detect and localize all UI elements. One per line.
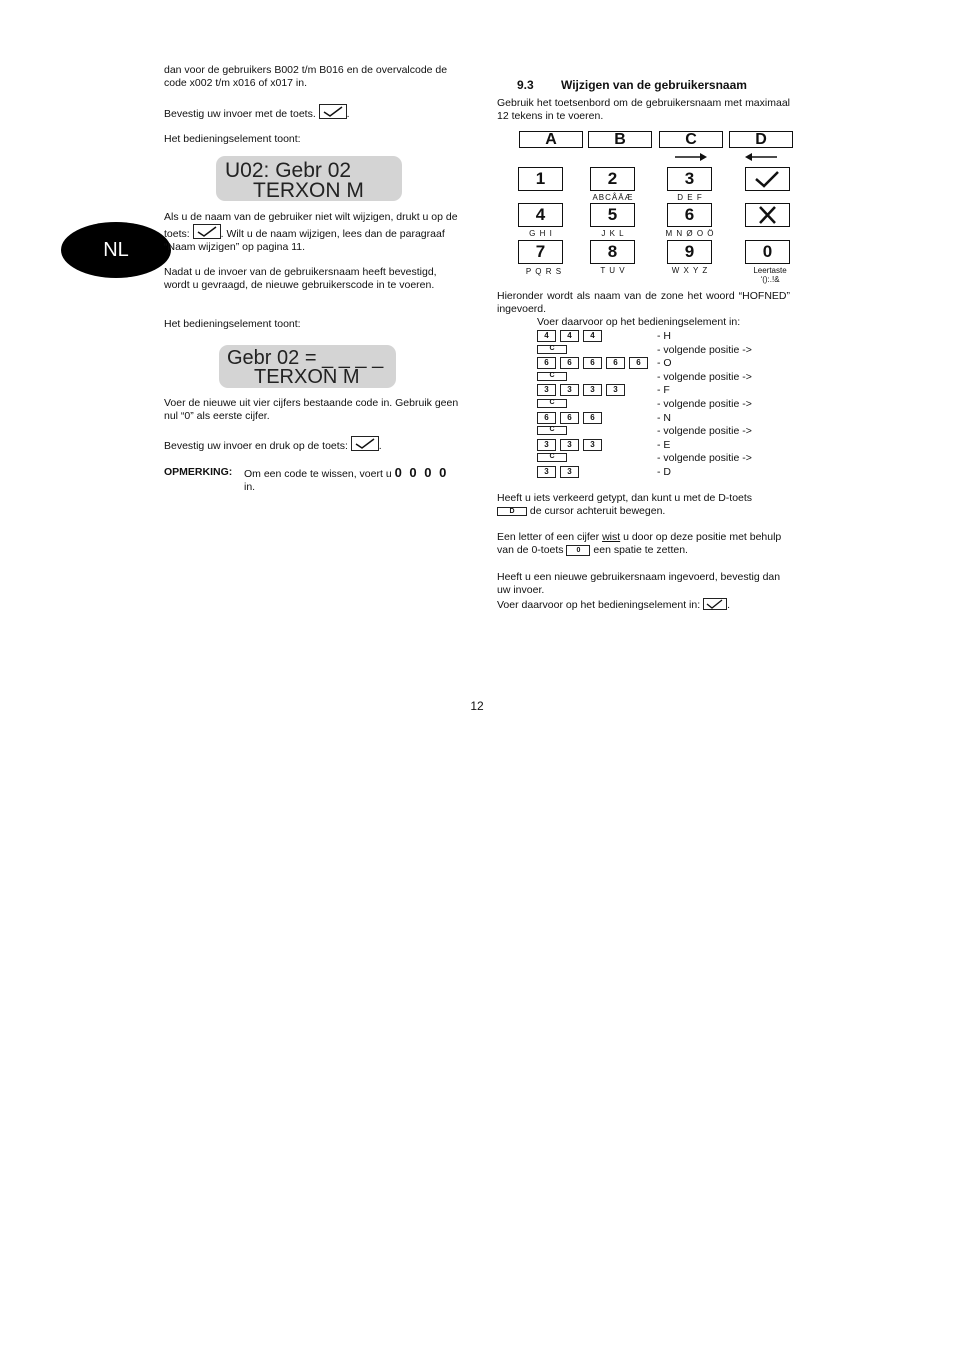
sequence-description: - D (657, 466, 671, 478)
keep-name-text: Als u de naam van de gebruiker niet wilt wijzigen, drukt u op de toets: (164, 211, 458, 240)
key-d: D (729, 131, 793, 148)
key-0-symbols: ‘():.!& (760, 275, 780, 284)
confirm-name-text: Voer daarvoor op het bedieningselement in: (497, 599, 701, 611)
sequence-description: - volgende positie -> (657, 370, 752, 383)
paragraph-confirm-name-2: Voer daarvoor op het bedieningselement in: . (497, 599, 730, 611)
language-badge: NL (61, 222, 171, 278)
confirm-text: Bevestig uw invoer en druk op de toets: (164, 440, 348, 452)
lcd-line-1: Gebr 02 = _ _ _ _ (227, 347, 384, 369)
paragraph-confirm-1: Bevestig uw invoer met de toets. . (164, 104, 460, 121)
key-check (745, 167, 790, 191)
key-3-letters: D E F (677, 193, 703, 202)
paragraph-display-shows-1: Het bedieningselement toont: (164, 133, 301, 145)
sequence-description: - F (657, 384, 670, 397)
key-7: 7 (518, 240, 563, 264)
lcd-line-2: TERXON M (254, 366, 360, 388)
key-6-letters: M N Ø O Ö (665, 229, 715, 238)
sequence-key: 6 (560, 357, 579, 369)
paragraph-intro: Gebruik het toetsenbord om de gebruikersnaam met maximaal 12 tekens in te voeren. (497, 97, 790, 122)
lcd-display-1 (216, 156, 402, 201)
confirm-text: Bevestig uw invoer met de toets. (164, 108, 316, 120)
paragraph-confirm-name: Heeft u een nieuwe gebruikersnaam ingevoerd, bevestig dan uw invoer. (497, 571, 781, 596)
section-title: Wijzigen van de gebruikersnaam (561, 78, 747, 92)
paragraph-example: Hieronder wordt als naam van de zone het woord “HOFNED” ingevoerd. (497, 290, 790, 315)
key-0: 0 (745, 240, 790, 264)
key-3: 3 (667, 167, 712, 191)
key-2: 2 (590, 167, 635, 191)
key-9: 9 (667, 240, 712, 264)
sequence-key-c: C (537, 426, 567, 435)
check-key-icon (351, 436, 379, 451)
sequence-key: 3 (583, 439, 602, 451)
change-name-text: . Wilt u de naam wijzigen, lees dan de paragraaf “Naam wijzigen” op pagina 11. (164, 228, 445, 253)
key-d-mini: D (497, 507, 527, 516)
paragraph-users-range: dan voor de gebruikers B002 t/m B016 en de overvalcode de code x002 t/m x016 of x017 in. (164, 64, 448, 89)
check-icon (746, 168, 789, 190)
sequence-key: 6 (629, 357, 648, 369)
note-tail: in. (244, 481, 256, 493)
sequence-key: 3 (537, 439, 556, 451)
key-0-label: Leertaste (753, 266, 787, 275)
key-1: 1 (518, 167, 563, 191)
key-a: A (519, 131, 583, 148)
paragraph-zero-key (497, 531, 790, 557)
sequence-key: 3 (560, 384, 579, 396)
key-5: 5 (590, 203, 635, 227)
sequence-description: - volgende positie -> (657, 452, 752, 465)
sequence-description: - volgende positie -> (657, 425, 752, 438)
key-2-letters: ABCÅÄÆ (592, 193, 634, 202)
sequence-description: - O (657, 357, 672, 370)
sequence-key-c: C (537, 399, 567, 408)
d-key-text-1: Heeft u iets verkeerd getypt, dan kunt u met de D-toets (497, 492, 753, 504)
sequence-key: 6 (583, 357, 602, 369)
sequence-description: - N (657, 411, 671, 424)
key-0-mini: 0 (566, 545, 590, 556)
sequence-key-c: C (537, 372, 567, 381)
page-number: 12 (470, 699, 484, 713)
paragraph-enter-code: Voer de nieuwe uit vier cijfers bestaande code in. Gebruik geen nul “0” als eerste cijfer. (164, 397, 459, 422)
sequence-key: 6 (606, 357, 625, 369)
sequence-key: 3 (583, 384, 602, 396)
sequence-key-c: C (537, 345, 567, 354)
note-text: Om een code te wissen, voert u (244, 468, 392, 480)
sequence-key: 6 (560, 412, 579, 424)
check-key-icon (193, 224, 221, 239)
key-cancel (745, 203, 790, 227)
zero-text-2: u door op deze positie met behulp van de 0-toets (497, 531, 782, 556)
check-key-icon (703, 598, 727, 610)
sequence-description: - volgende positie -> (657, 398, 752, 410)
key-9-letters: W X Y Z (671, 266, 709, 275)
arrow-right-icon (674, 151, 708, 163)
sequence-key: 6 (537, 357, 556, 369)
key-4: 4 (518, 203, 563, 227)
key-6: 6 (667, 203, 712, 227)
note-label: OPMERKING: (164, 466, 233, 478)
cross-icon (746, 204, 789, 226)
sequence-key: 3 (606, 384, 625, 396)
sequence-key: 4 (560, 330, 579, 342)
sequence-description: - E (657, 438, 671, 451)
sequence-key: 6 (583, 412, 602, 424)
sequence-key-c: C (537, 453, 567, 462)
sequence-key: 4 (537, 330, 556, 342)
key-8-letters: T U V (600, 266, 626, 275)
key-b: B (588, 131, 652, 148)
note-body (244, 466, 460, 494)
paragraph-confirm-2: Bevestig uw invoer en druk op de toets: . (164, 436, 460, 453)
sequence-description: - volgende positie -> (657, 343, 752, 356)
paragraph-display-shows-2: Het bedieningselement toont: (164, 318, 301, 330)
paragraph-new-code: Nadat u de invoer van de gebruikersnaam heeft bevestigd, wordt u gevraagd, de nieuwe gebruikerscode in te voeren. (164, 266, 437, 291)
d-key-text-2: de cursor achteruit bewegen. (529, 505, 666, 517)
paragraph-d-key (497, 492, 790, 518)
key-4-letters: G H I (529, 229, 553, 238)
sequence-key: 4 (583, 330, 602, 342)
key-7-letters: P Q R S (525, 267, 563, 276)
sequence-key: 3 (537, 466, 556, 478)
lcd-line-2: TERXON M (253, 179, 364, 202)
sequence-key: 3 (560, 439, 579, 451)
lcd-line-1: U02: Gebr 02 (225, 159, 352, 182)
note-code: 0 0 0 0 (394, 465, 449, 480)
sequence-key: 3 (560, 466, 579, 478)
lcd-display-2 (219, 345, 396, 388)
section-number: 9.3 (517, 78, 534, 92)
key-8: 8 (590, 240, 635, 264)
arrow-left-icon (744, 151, 778, 163)
zero-text-wist: wist (602, 531, 621, 543)
paragraph-example-sub: Voer daarvoor op het bedieningselement in: (537, 316, 741, 328)
key-c: C (659, 131, 723, 148)
zero-text-3: een spatie te zetten. (593, 544, 688, 556)
check-key-icon (319, 104, 347, 119)
zero-text-1: Een letter of een cijfer (497, 531, 600, 543)
sequence-key: 3 (537, 384, 556, 396)
sequence-key: 6 (537, 412, 556, 424)
key-5-letters: J K L (601, 229, 625, 238)
paragraph-keep-name (164, 211, 460, 254)
sequence-description: - H (657, 330, 671, 342)
